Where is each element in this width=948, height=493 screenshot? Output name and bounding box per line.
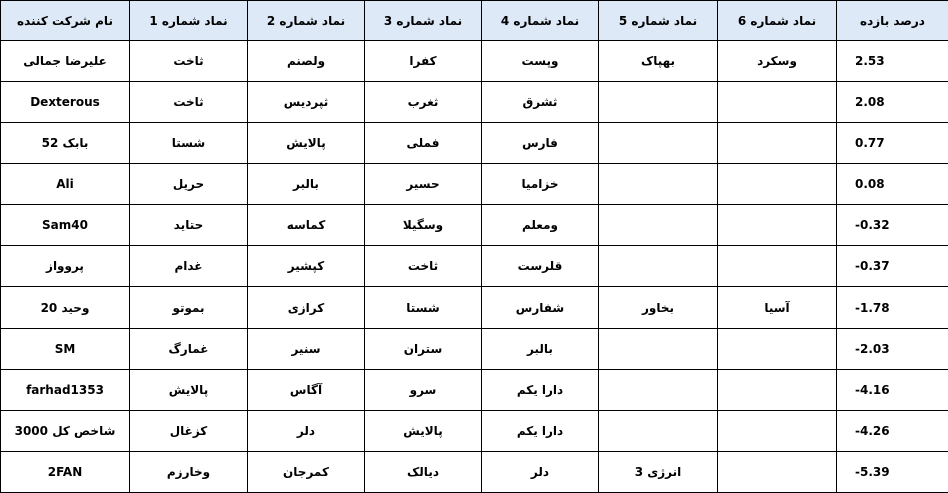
symbol-2-cell: بالبر <box>248 164 365 205</box>
participant-name-cell: SM <box>1 328 130 369</box>
symbol-4-cell: خزامیا <box>482 164 599 205</box>
symbol-1-cell: پالایش <box>130 369 248 410</box>
symbol-4-cell: ثشرق <box>482 82 599 123</box>
symbol-6-cell <box>718 410 837 451</box>
table-row <box>1 246 948 287</box>
symbol-3-cell: فملی <box>365 123 482 164</box>
participant-name-cell: Dexterous <box>1 82 130 123</box>
symbol-4-cell: دلر <box>482 451 599 492</box>
header-symbol-1: نماد شماره 1 <box>130 1 248 41</box>
symbol-2-cell: کپشیر <box>248 246 365 287</box>
symbol-5-cell: بهپاک <box>599 41 718 82</box>
table-row <box>1 123 948 164</box>
symbol-4-cell: فارس <box>482 123 599 164</box>
symbol-6-cell <box>718 451 837 492</box>
return-percent-cell: -0.32 <box>837 205 948 246</box>
symbol-6-cell <box>718 123 837 164</box>
symbol-1-cell: ثاخت <box>130 41 248 82</box>
participant-name-cell: وحید 20 <box>1 287 130 328</box>
symbol-6-cell <box>718 164 837 205</box>
header-symbol-4: نماد شماره 4 <box>482 1 599 41</box>
symbol-2-cell: پالایش <box>248 123 365 164</box>
header-symbol-5: نماد شماره 5 <box>599 1 718 41</box>
symbol-3-cell: ثغرب <box>365 82 482 123</box>
symbol-6-cell <box>718 328 837 369</box>
symbol-6-cell <box>718 82 837 123</box>
participant-name-cell: 2FAN <box>1 451 130 492</box>
symbol-5-cell <box>599 328 718 369</box>
symbol-3-cell: پالایش <box>365 410 482 451</box>
participant-name-cell: شاخص کل 3000 <box>1 410 130 451</box>
table-row <box>1 369 948 410</box>
table-row <box>1 164 948 205</box>
participant-name-cell: Sam40 <box>1 205 130 246</box>
symbol-4-cell: وپست <box>482 41 599 82</box>
symbol-4-cell: شفارس <box>482 287 599 328</box>
symbol-1-cell: حریل <box>130 164 248 205</box>
symbol-5-cell <box>599 82 718 123</box>
symbol-1-cell: بموتو <box>130 287 248 328</box>
symbol-3-cell: ستران <box>365 328 482 369</box>
symbol-5-cell <box>599 410 718 451</box>
participant-name-cell: farhad1353 <box>1 369 130 410</box>
table-row <box>1 287 948 328</box>
return-percent-cell: -0.37 <box>837 246 948 287</box>
symbol-5-cell <box>599 246 718 287</box>
symbol-5-cell <box>599 164 718 205</box>
symbol-4-cell: دارا یکم <box>482 410 599 451</box>
header-symbol-2: نماد شماره 2 <box>248 1 365 41</box>
symbol-3-cell: حسیر <box>365 164 482 205</box>
symbol-3-cell: ثاخت <box>365 246 482 287</box>
symbol-4-cell: قلرست <box>482 246 599 287</box>
return-percent-cell: -5.39 <box>837 451 948 492</box>
symbol-1-cell: شستا <box>130 123 248 164</box>
table-row <box>1 41 948 82</box>
table-row <box>1 451 948 492</box>
header-row <box>1 1 948 41</box>
participant-name-cell: Ali <box>1 164 130 205</box>
table-row <box>1 410 948 451</box>
return-percent-cell: -2.03 <box>837 328 948 369</box>
symbol-5-cell: انرژی 3 <box>599 451 718 492</box>
symbol-5-cell <box>599 123 718 164</box>
symbol-4-cell: بالبر <box>482 328 599 369</box>
symbol-6-cell: وسکرد <box>718 41 837 82</box>
return-percent-cell: -4.26 <box>837 410 948 451</box>
symbol-5-cell <box>599 369 718 410</box>
header-return-percent: درصد بازده <box>837 1 948 41</box>
symbol-2-cell: ولصنم <box>248 41 365 82</box>
return-percent-cell: 0.08 <box>837 164 948 205</box>
symbol-3-cell: شستا <box>365 287 482 328</box>
header-symbol-6: نماد شماره 6 <box>718 1 837 41</box>
symbol-6-cell: آسیا <box>718 287 837 328</box>
symbol-1-cell: غمارگ <box>130 328 248 369</box>
symbol-3-cell: وسگیلا <box>365 205 482 246</box>
participant-name-cell: پروواز <box>1 246 130 287</box>
participant-name-cell: علیرضا جمالی <box>1 41 130 82</box>
symbol-4-cell: دارا یکم <box>482 369 599 410</box>
return-percent-cell: 0.77 <box>837 123 948 164</box>
symbol-5-cell: بخاور <box>599 287 718 328</box>
symbol-2-cell: دلر <box>248 410 365 451</box>
return-percent-cell: -1.78 <box>837 287 948 328</box>
symbol-1-cell: حتاید <box>130 205 248 246</box>
symbol-6-cell <box>718 246 837 287</box>
symbol-2-cell: کماسه <box>248 205 365 246</box>
symbol-1-cell: وخارزم <box>130 451 248 492</box>
symbol-1-cell: غدام <box>130 246 248 287</box>
symbol-2-cell: ثپردیس <box>248 82 365 123</box>
return-percent-cell: 2.53 <box>837 41 948 82</box>
symbol-5-cell <box>599 205 718 246</box>
symbol-4-cell: ومعلم <box>482 205 599 246</box>
symbol-2-cell: کمرجان <box>248 451 365 492</box>
participant-name-cell: بابک 52 <box>1 123 130 164</box>
symbol-3-cell: کفرا <box>365 41 482 82</box>
table-row <box>1 205 948 246</box>
symbol-1-cell: ثاخت <box>130 82 248 123</box>
symbol-3-cell: سرو <box>365 369 482 410</box>
symbol-3-cell: دیالک <box>365 451 482 492</box>
symbol-1-cell: کزغال <box>130 410 248 451</box>
header-participant-name: نام شرکت کننده <box>1 1 130 41</box>
symbol-2-cell: آگاس <box>248 369 365 410</box>
symbol-2-cell: کرازی <box>248 287 365 328</box>
return-percent-cell: 2.08 <box>837 82 948 123</box>
table-row <box>1 82 948 123</box>
symbol-2-cell: سنیر <box>248 328 365 369</box>
symbol-6-cell <box>718 205 837 246</box>
symbol-6-cell <box>718 369 837 410</box>
table-row <box>1 328 948 369</box>
header-symbol-3: نماد شماره 3 <box>365 1 482 41</box>
return-percent-cell: -4.16 <box>837 369 948 410</box>
